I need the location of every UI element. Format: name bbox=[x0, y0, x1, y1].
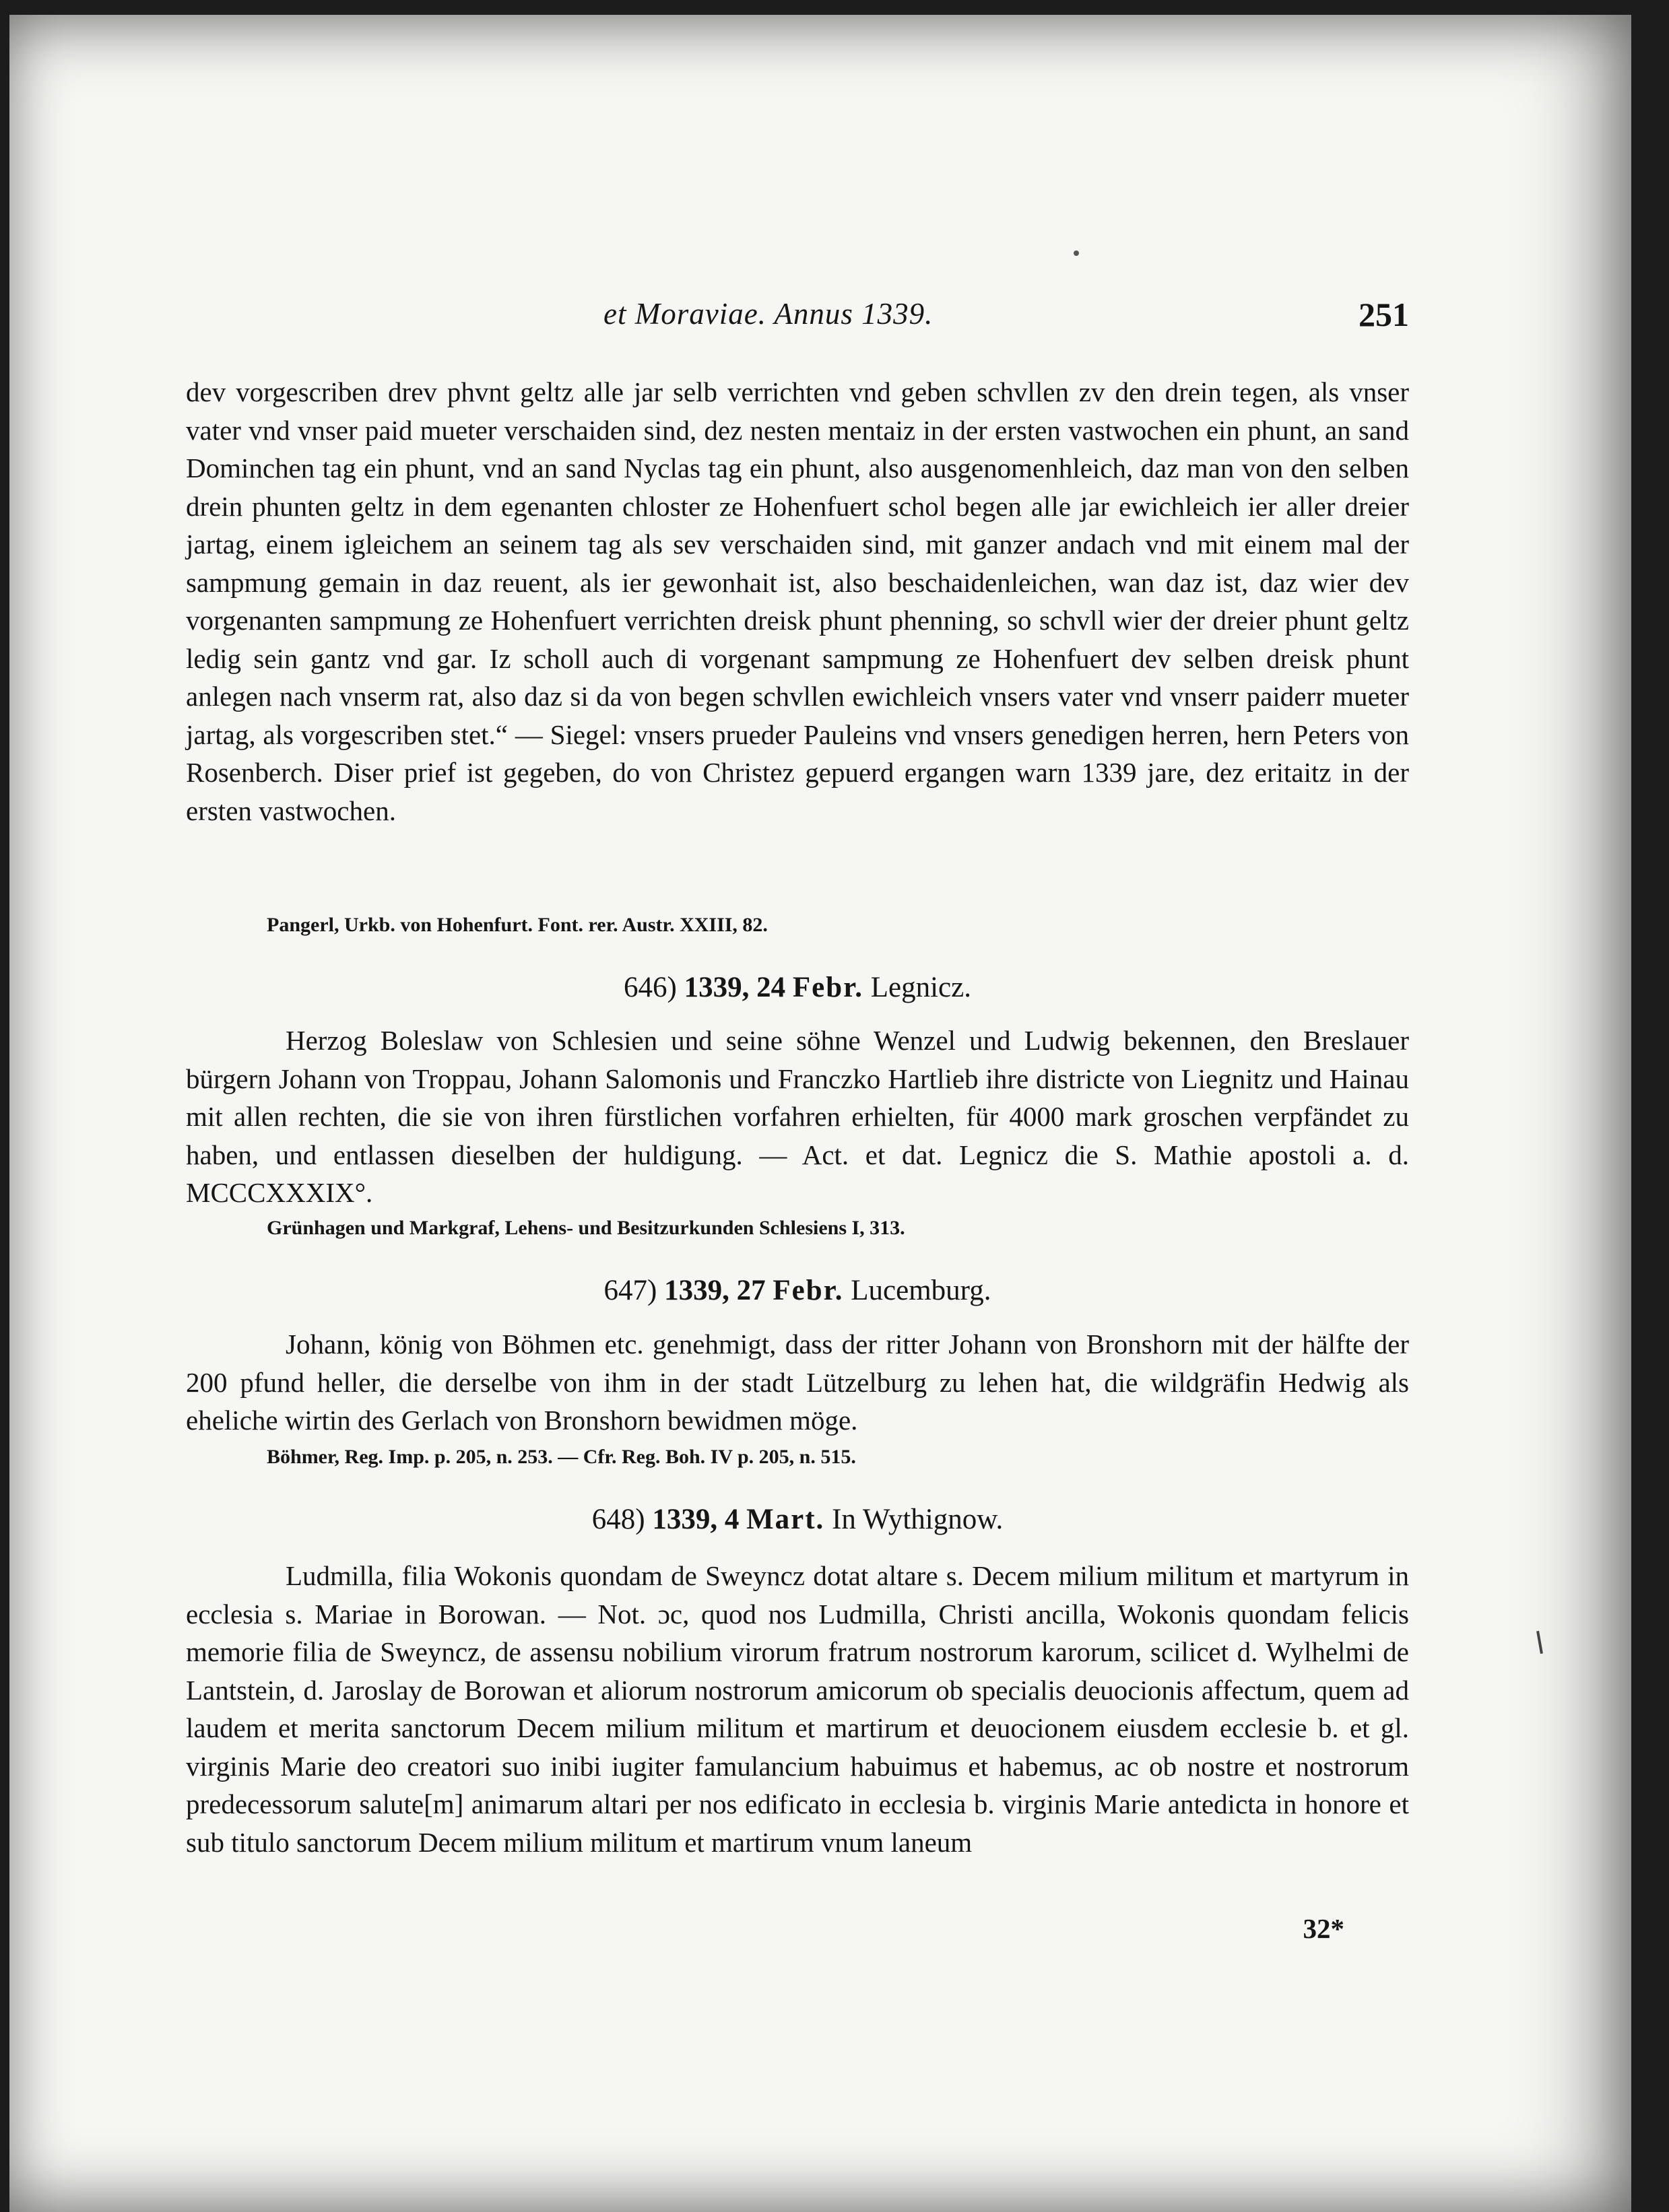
continuation-source: Pangerl, Urkb. von Hohenfurt. Font. rer. Austr. XXIII, 82. bbox=[267, 914, 768, 936]
continuation-text: dev vorgescriben drev phvnt geltz alle jar selb verrichten vnd geben schvllen zv den drein tegen, als vnser vater vnd vnser paid mueter verschaiden sind, dez nesten mentaiz in der ersten vastwochen ein phunt, an sand Dominchen tag ein phunt, vnd an sand Nyclas tag ein phunt, also ausgenomenhleich, daz man von den selben drein phunten geltz in dem egenanten chloster ze Hohenfuert schol begen alle jar ewichleich ier aller dreier jartag, einem igleichem an seinem tag als sev verschaiden sind, mit ganzer andach vnd mit einem mal der sampmung gemain in daz reuent, als ier gewonhait ist, also beschaidenleichen, wan daz ist, daz wier dev vorgenanten sampmung ze Hohenfuert verrichten dreisk phunt phenning, so schvll wier der dreier phunt geltz ledig sein gantz vnd gar. Iz scholl auch di vorgenant sampmung ze Hohenfuert dev selben dreisk phunt anlegen nach vnserm rat, also daz si da von begen schvllen ewichleich vnsers vater vnd vnserr paiderr mueter jartag, als vorgescriben stet.“ — Siegel: vnsers prueder Pauleins vnd vnsers genedigen herren, hern Peters von Rosenberch. Diser prief ist gegeben, do von Christez gepuerd ergangen warn 1339 jare, dez eritaitz in der ersten vastwochen. bbox=[186, 376, 1409, 826]
entry-646-heading bbox=[186, 971, 1409, 1004]
entry-number: 646) bbox=[624, 972, 677, 1003]
entry-month: Mart. bbox=[746, 1504, 825, 1535]
signature-mark: 32* bbox=[1303, 1913, 1344, 1944]
entry-648-heading bbox=[186, 1503, 1409, 1536]
running-title: et Moraviae. Annus 1339. bbox=[603, 297, 934, 331]
ink-mark bbox=[1536, 1631, 1543, 1654]
entry-place: In Wythignow. bbox=[832, 1504, 1004, 1535]
entry-647-source: Böhmer, Reg. Imp. p. 205, n. 253. — Cfr. Reg. Boh. IV p. 205, n. 515. bbox=[267, 1446, 856, 1468]
scanned-page bbox=[9, 15, 1631, 2212]
ink-speck bbox=[1074, 250, 1079, 256]
running-head bbox=[186, 296, 1409, 337]
entry-month: Febr. bbox=[792, 972, 863, 1003]
entry-date: 1339, 27 bbox=[664, 1275, 766, 1306]
entry-647-heading bbox=[186, 1274, 1409, 1307]
entry-number: 647) bbox=[603, 1275, 657, 1306]
page-number: 251 bbox=[1359, 296, 1409, 333]
entry-647-text: Johann, könig von Böhmen etc. genehmigt, dass der ritter Johann von Bronshorn mit der hälfte der 200 pfund heller, die derselbe von ihm in der stadt Lützelburg zu lehen hat, die wildgräfin Hedwig als eheliche wirtin des Gerlach von Bronshorn bewidmen möge. bbox=[186, 1329, 1409, 1436]
entry-648-text: Ludmilla, filia Wokonis quondam de Sweyncz dotat altare s. Decem milium militum et martyrum in ecclesia s. Mariae in Borowan. — Not. ɔc, quod nos Ludmilla, Christi ancilla, Wokonis quondam felicis memorie filia de Sweyncz, de assensu nobilium virorum fratrum nostrorum karorum, scilicet d. Wylhelmi de Lantstein, d. Jaroslay de Borowan et aliorum nostrorum amicorum ob specialis deuocionis affectum, quem ad laudem et merita sanctorum Decem milium militum et martirum et deuocionem eiusdem ecclesie b. et gl. virginis Marie deo creatori suo inibi iugiter famulancium habuimus et habemus, ac ob nostre et nostrorum predecessorum salute[m] animarum altari per nos edificato in ecclesia b. virginis Marie antedicta in honore et sub titulo sanctorum Decem milium militum et martirum vnum laneum bbox=[186, 1560, 1409, 1858]
entry-646-text: Herzog Boleslaw von Schlesien und seine söhne Wenzel und Ludwig bekennen, den Breslauer bürgern Johann von Troppau, Johann Salomonis und Franczko Hartlieb ihre districte von Liegnitz und Hainau mit allen rechten, die sie von ihren fürstlichen vorfahren erhielten, für 4000 mark groschen verpfändet zu haben, und entlassen dieselben der huldigung. — Act. et dat. Legnicz die S. Mathie apostoli a. d. MCCCXXXIX°. bbox=[186, 1025, 1409, 1208]
entry-month: Febr. bbox=[773, 1275, 844, 1306]
entry-number: 648) bbox=[591, 1504, 645, 1535]
entry-place: Lucemburg. bbox=[851, 1275, 991, 1306]
entry-date: 1339, 4 bbox=[652, 1504, 740, 1535]
entry-place: Legnicz. bbox=[870, 972, 971, 1003]
entry-date: 1339, 24 bbox=[684, 972, 786, 1003]
entry-646-source: Grünhagen und Markgraf, Lehens- und Besitzurkunden Schlesiens I, 313. bbox=[267, 1217, 905, 1239]
